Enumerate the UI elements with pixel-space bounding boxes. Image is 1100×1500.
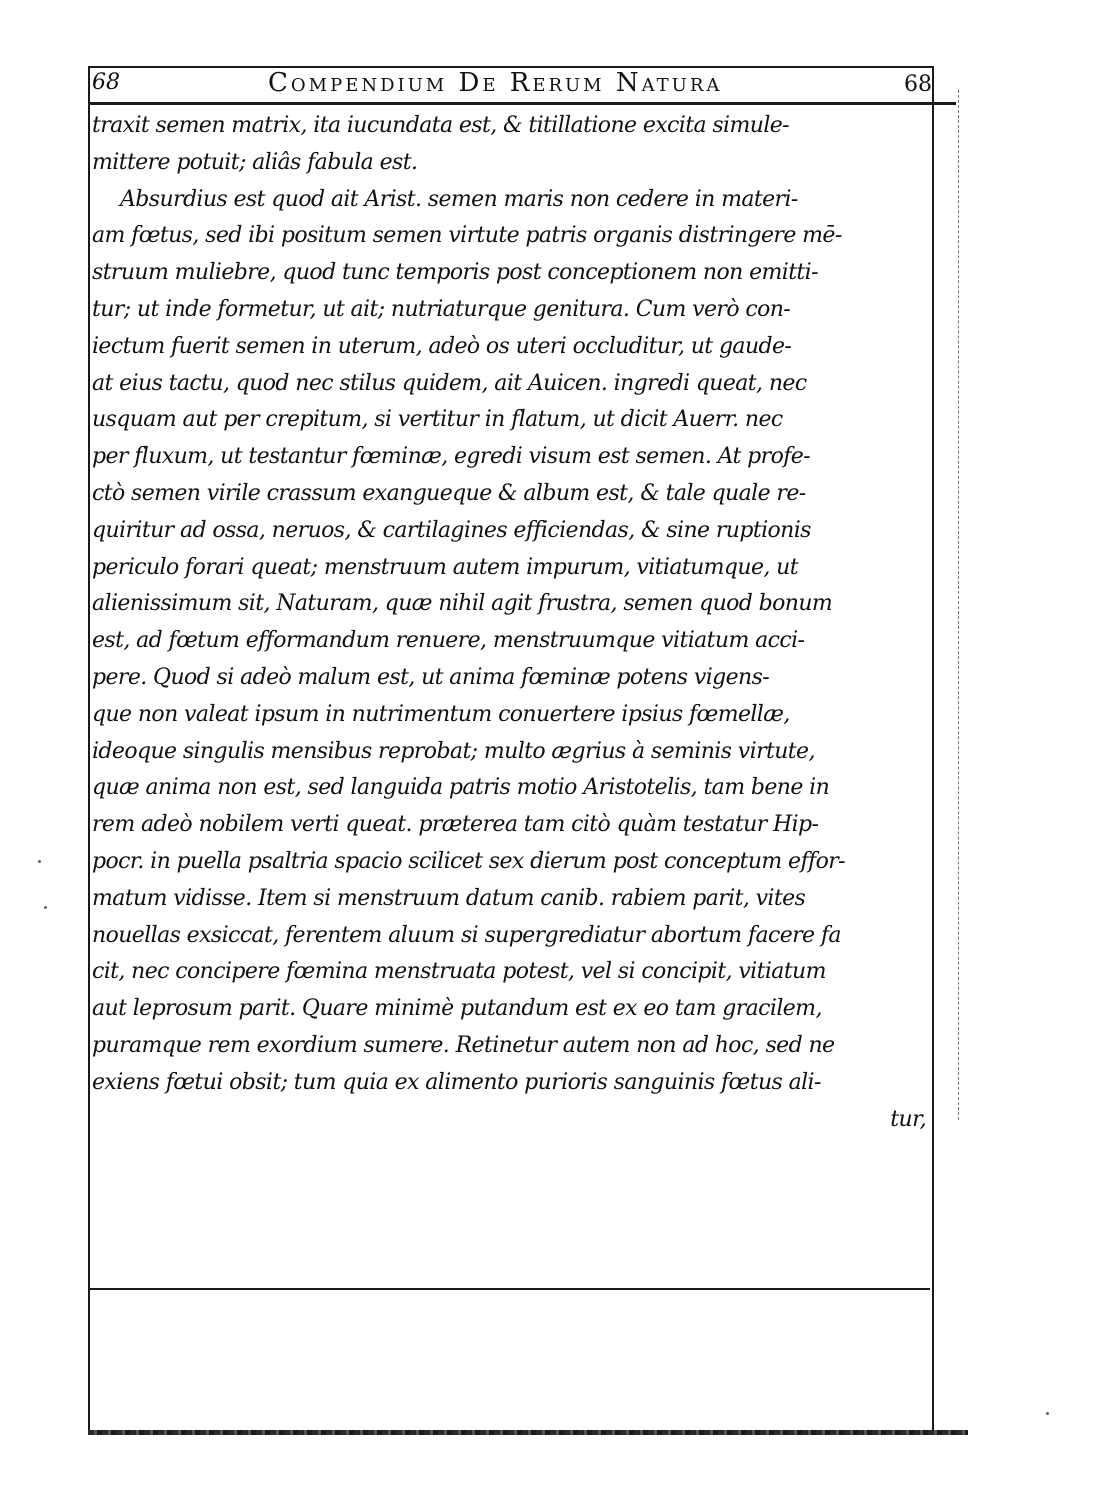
scan-speck [38,860,41,863]
running-title: Compendium De Rerum Natura [268,68,723,98]
text-line: alienissimum sit, Naturam, quæ nihil agit frustra, semen quod bonum [92,591,833,617]
text-line: pere. Quod si adeò malum est, ut anima fœminæ potens vigens- [92,664,770,690]
text-line: est, ad fœtum efformandum renuere, menstruumque vitiatum acci- [92,628,805,654]
header-rule [88,102,956,105]
catchword-line: tur, [890,1106,926,1132]
scan-speck [1046,1412,1049,1415]
text-line: usquam aut per crepitum, si vertitur in flatum, ut dicit Auerr. nec [92,407,783,433]
text-line: ctò semen virile crassum exangueque & album est, & tale quale re- [92,480,806,506]
text-line: exiens fœtui obsit; tum quia ex alimento purioris sanguinis fœtus ali- [92,1069,821,1095]
text-line: puramque rem exordium sumere. Retinetur autem non ad hoc, sed ne [92,1032,835,1058]
text-line: cit, nec concipere fœmina menstruata potest, vel si concipit, vitiatum [92,959,826,985]
text-line: per fluxum, ut testantur fœminæ, egredi visum est semen. At profe- [92,444,811,470]
body-text [92,108,926,1138]
text-line: pocr. in puella psaltria spacio scilicet sex dierum post conceptum effor- [92,848,845,874]
text-line: rem adeò nobilem verti queat. præterea tam citò quàm testatur Hip- [92,812,819,838]
scan-page-edge [88,1430,968,1435]
scan-speck [44,906,47,909]
text-line: iectum fuerit semen in uterum, adeò os uteri occluditur, ut gaude- [92,333,792,359]
running-header [88,64,930,100]
text-line: at eius tactu, quod nec stilus quidem, ait Auicen. ingredi queat, nec [92,370,807,396]
text-block-bottom-rule [88,1288,930,1290]
text-line: periculo forari queat; menstruum autem impurum, vitiatumque, ut [92,554,798,580]
paragraph-start-line: Absurdius est quod ait Arist. semen maris non cedere in materi- [120,186,798,212]
text-line: aut leprosum parit. Quare minimè putandum est ex eo tam gracilem, [92,996,822,1022]
text-line: mittere potuit; aliâs fabula est. [92,149,418,175]
text-line: tur; ut inde formetur, ut ait; nutriaturque genitura. Cum verò con- [92,296,791,322]
text-line: traxit semen matrix, ita iucundata est, & titillatione excita simule- [92,113,790,138]
text-line: am fœtus, sed ibi positum semen virtute patris organis distringere mē- [92,223,842,249]
text-line: quiritur ad ossa, neruos, & cartilagines efficiendas, & sine ruptionis [92,517,811,543]
folio-number-right: 68 [904,72,932,97]
margin-guide [958,90,959,1120]
text-line: quæ anima non est, sed languida patris motio Aristotelis, tam bene in [92,775,830,801]
text-line: matum vidisse. Item si menstruum datum canib. rabiem parit, vites [92,885,806,911]
text-line: que non valeat ipsum in nutrimentum conuertere ipsius fœmellæ, [92,701,790,727]
text-line: struum muliebre, quod tunc temporis post conceptionem non emitti- [92,260,818,286]
text-line: ideoque singulis mensibus reprobat; multo ægrius à seminis virtute, [92,738,815,764]
folio-number-left: 68 [92,70,120,95]
text-line: nouellas exsiccat, ferentem aluum si supergrediatur abortum facere fa [92,922,841,948]
